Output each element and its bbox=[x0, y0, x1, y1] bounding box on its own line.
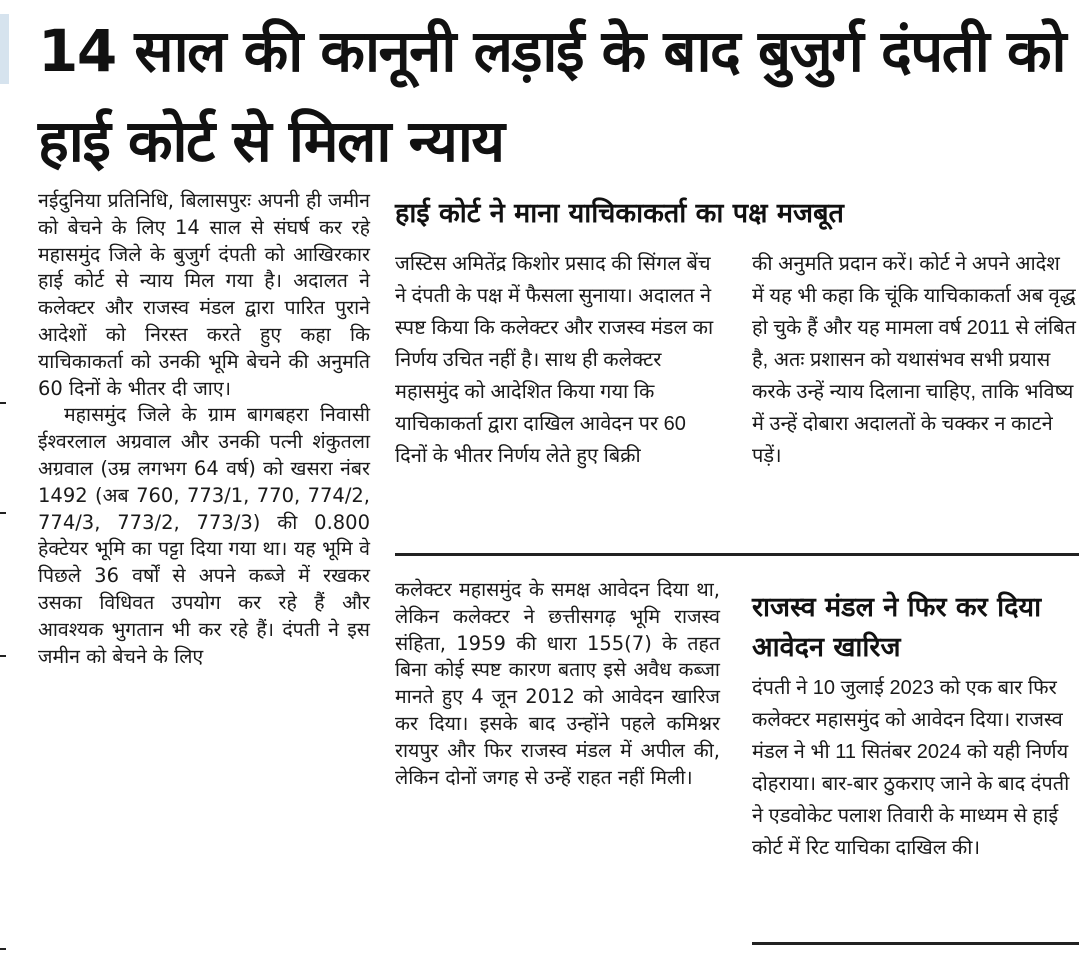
adjacent-column-mark bbox=[0, 512, 6, 514]
subheading-high-court: हाई कोर्ट ने माना याचिकाकर्ता का पक्ष मजबूत bbox=[395, 198, 844, 229]
adjacent-column-mark bbox=[0, 655, 6, 657]
verdict-continued-paragraph: की अनुमति प्रदान करें। कोर्ट ने अपने आदेश में यह भी कहा कि चूंकि याचिकाकर्ता अब वृद्ध हो चुके हैं और यह मामला वर्ष 2011 से लंबित है, अतः प्रशासन को यथासंभव सभी प्रयास करके उन्हें न्याय दिलाना चाहिए, ताकि भविष्य में उन्हें दोबारा अदालतों के चक्कर न काटने पड़ें। bbox=[752, 253, 1076, 467]
appeal-paragraph: कलेक्टर महासमुंद के समक्ष आवेदन दिया था, लेकिन कलेक्टर ने छत्तीसगढ़ भूमि राजस्व संहिता, 1959 की धारा 155(7) के तहत बिना कोई स्पष्ट कारण बताए इसे अवैध कब्जा मानते हुए 4 जून 2012 को आवेदन खारिज कर दिया। इसके बाद उन्होंने पहले कमिश्नर रायपुर और फिर राजस्व मंडल में अपील की, लेकिन दोनों जगह से उन्हें राहत नहीं मिली। bbox=[395, 578, 720, 789]
article-column-3 bbox=[752, 248, 1077, 472]
article-column-4 bbox=[395, 577, 720, 791]
background-paragraph: महासमुंद जिले के ग्राम बागबहरा निवासी ईश्वरलाल अग्रवाल और उनकी पत्नी शंकुतला अग्रवाल (उम्र लगभग 64 वर्ष) को खसरा नंबर 1492 (अब 760, 773/1, 770, 774/2, 774/3, 773/2, 773/3) की 0.800 हेक्टेयर भूमि का पट्टा दिया गया था। यह भूमि वे पिछले 36 वर्षों से अपने कब्जे में रखकर उसका विधिवत उपयोग कर रहे हैं और आवश्यक भुगतान भी कर रहे हैं। दंपती ने इस जमीन को बेचने के लिए bbox=[38, 403, 370, 668]
adjacent-column-mark bbox=[0, 402, 6, 404]
section-divider bbox=[395, 553, 1079, 556]
subheading-revenue-board: राजस्व मंडल ने फिर कर दिया आवेदन खारिज bbox=[752, 592, 1042, 663]
article-column-2 bbox=[395, 248, 715, 472]
headline: 14 साल की कानूनी लड़ाई के बाद बुजुर्ग दंपती को हाई कोर्ट से मिला न्याय bbox=[38, 17, 1066, 175]
article-column-5 bbox=[752, 672, 1077, 864]
intro-paragraph: नईदुनिया प्रतिनिधि, बिलासपुरः अपनी ही जमीन को बेचने के लिए 14 साल से संघर्ष कर रहे महासमुंद जिले के बुजुर्ग दंपती को आखिरकार हाई कोर्ट से न्याय मिल गया है। अदालत ने कलेक्टर और राजस्व मंडल द्वारा पारित पुराने आदेशों को निरस्त करते हुए कहा कि याचिकाकर्ता को उनकी भूमि बेचने की अनुमति 60 दिनों के भीतर दी जाए। bbox=[38, 189, 370, 400]
adjacent-column-mark bbox=[0, 948, 6, 950]
verdict-paragraph: जस्टिस अमितेंद्र किशोर प्रसाद की सिंगल बेंच ने दंपती के पक्ष में फैसला सुनाया। अदालत ने स्पष्ट किया कि कलेक्टर और राजस्व मंडल का निर्णय उचित नहीं है। साथ ही कलेक्टर महासमुंद को आदेशित किया गया कि याचिकाकर्ता द्वारा दाखिल आवेदन पर 60 दिनों के भीतर निर्णय लेते हुए बिक्री bbox=[395, 253, 714, 467]
adjacent-article-edge bbox=[0, 14, 9, 84]
article-column-1 bbox=[38, 188, 370, 670]
petition-paragraph: दंपती ने 10 जुलाई 2023 को एक बार फिर कलेक्टर महासमुंद को आवेदन दिया। राजस्व मंडल ने भी 11 सितंबर 2024 को यही निर्णय दोहराया। बार-बार ठुकराए जाने के बाद दंपती ने एडवोकेट पलाश तिवारी के माध्यम से हाई कोर्ट में रिट याचिका दाखिल की। bbox=[752, 677, 1070, 859]
bottom-divider bbox=[752, 942, 1079, 945]
